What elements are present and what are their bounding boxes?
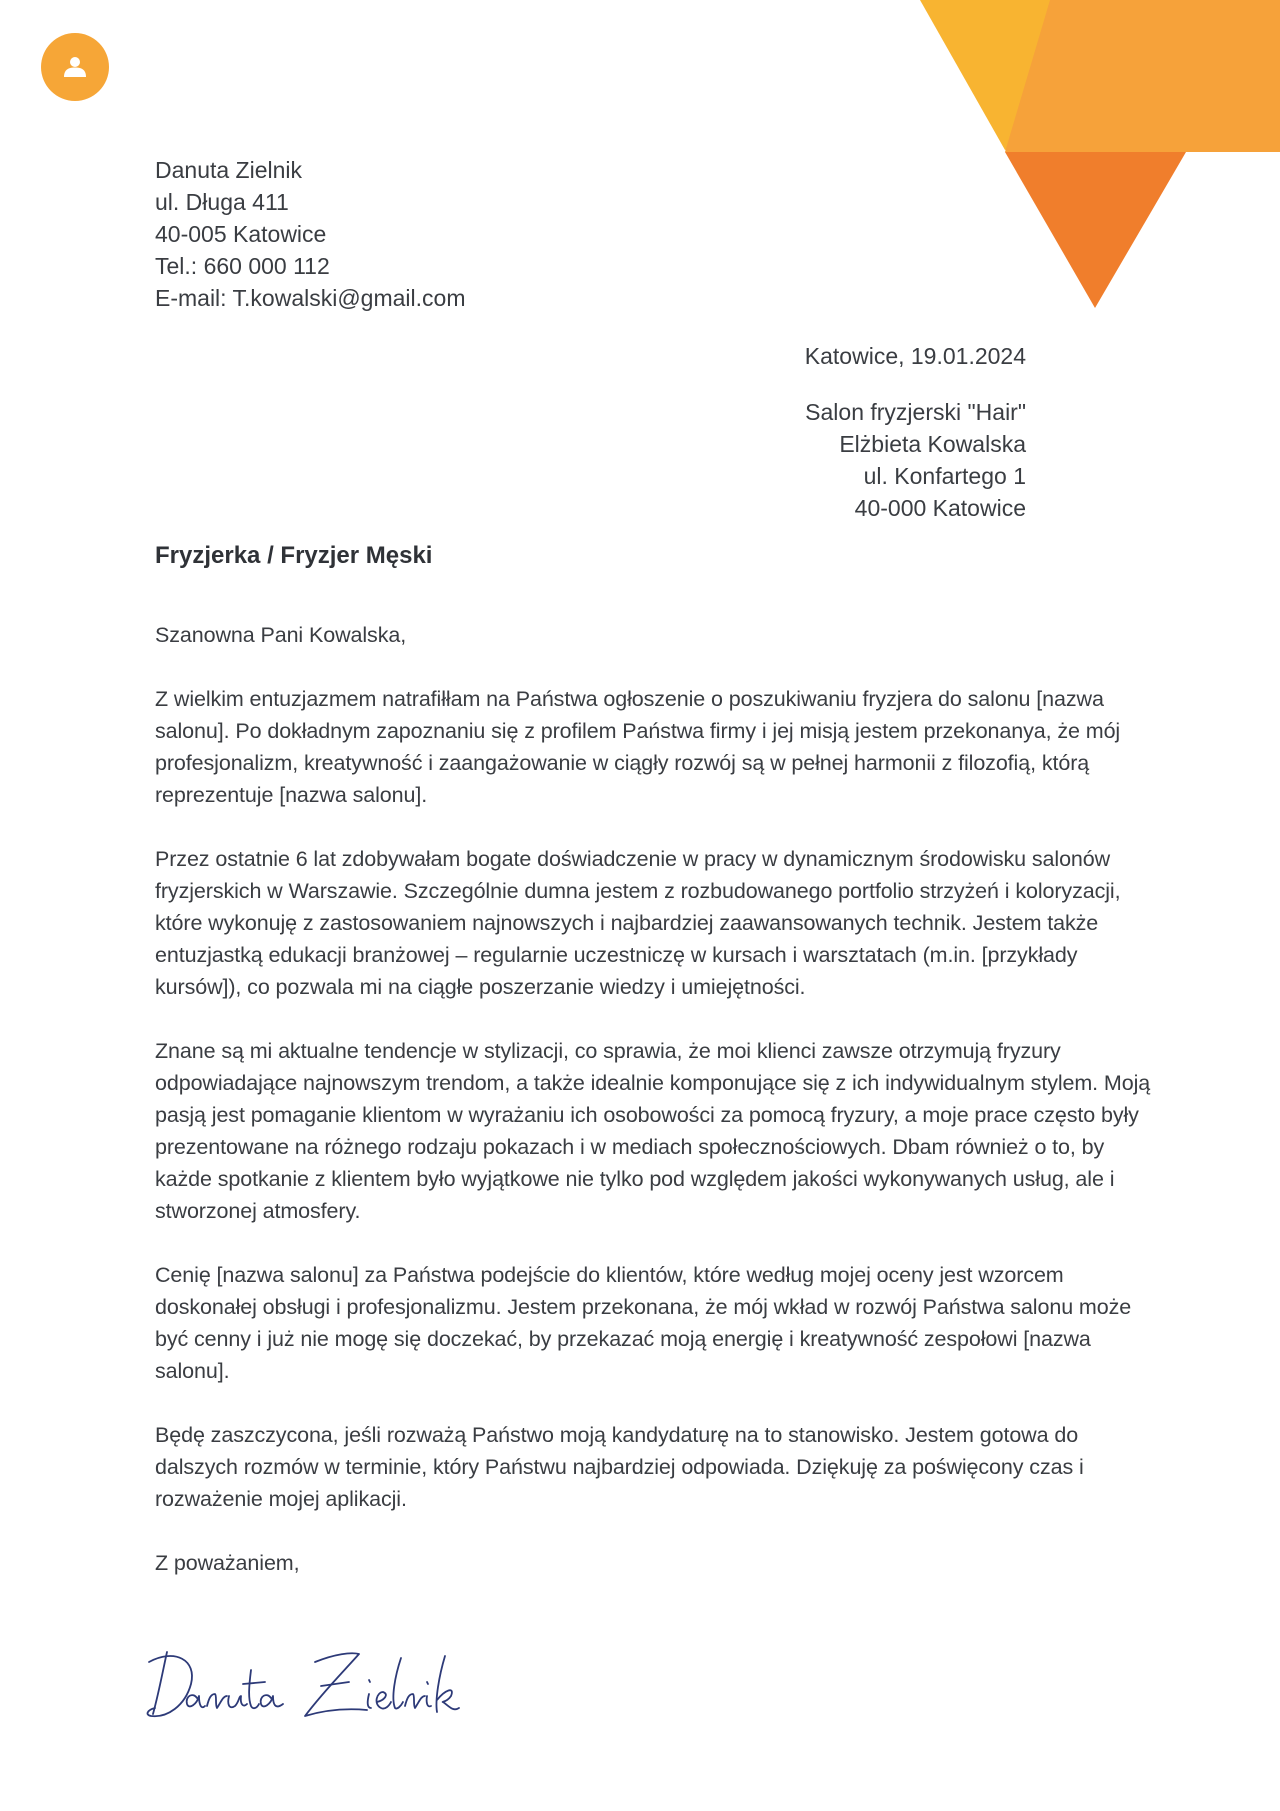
sender-city: 40-005 Katowice (155, 221, 327, 247)
sender-email: E-mail: T.kowalski@gmail.com (155, 285, 466, 311)
greeting: Szanowna Pani Kowalska, (155, 623, 407, 647)
triangle-top-right (1005, 0, 1280, 152)
sender-address (155, 154, 466, 314)
letter-date: Katowice, 19.01.2024 (804, 343, 1026, 369)
paragraph: Z wielkim entuzjazmem natrafiłłam na Państwa ogłoszenie o poszukiwaniu fryzjera do salonu [nazwa salonu]. Po dokładnym zapoznaniu się z profilem Państwa firmy i jej misją jestem przekonanya, że mój profesjonalizm, kreatywność i zaangażowanie w ciągły rozwój są w pełnej harmonii z filozofią, którą reprezentuje [nazwa salonu]. (155, 687, 1121, 807)
recipient-street: ul. Konfartego 1 (863, 463, 1026, 489)
sender-name: Danuta Zielnik (155, 157, 303, 183)
recipient-company: Salon fryzjerski "Hair" (805, 399, 1026, 425)
paragraph: Będę zaszczycona, jeśli rozważą Państwo moją kandydaturę na to stanowisko. Jestem gotowa do dalszych rozmów w terminie, który Państwu najbardziej odpowiada. Dziękuję za poświęcony czas i rozważenie mojej aplikacji. (155, 1423, 1084, 1511)
user-icon (63, 56, 87, 78)
triangle-bottom (1005, 152, 1186, 308)
closing: Z poważaniem, (155, 1551, 300, 1575)
signature (145, 1640, 465, 1730)
recipient-person: Elżbieta Kowalska (839, 431, 1026, 457)
sender-phone: Tel.: 660 000 112 (155, 253, 330, 279)
job-title: Fryzjerka / Fryzjer Męski (155, 542, 433, 569)
recipient-city: 40-000 Katowice (854, 495, 1026, 521)
letter-body (155, 619, 1155, 1611)
paragraph: Przez ostatnie 6 lat zdobywałam bogate doświadczenie w pracy w dynamicznym środowisku salonów fryzjerskich w Warszawie. Szczególnie dumna jestem z rozbudowanego portfolio strzyżeń i koloryzacji, które wykonuję z zastosowaniem najnowszych i najbardziej zaawansowanych technik. Jestem także entuzjastką edukacji branżowej – regularnie uczestniczę w kursach i warsztatach (m.in. [przykłady kursów]), co pozwala mi na ciągłe poszerzanie wiedzy i umiejętności. (155, 847, 1121, 999)
sender-street: ul. Długa 411 (155, 189, 289, 215)
paragraph: Cenię [nazwa salonu] za Państwa podejście do klientów, które według mojej oceny jest wzorcem doskonałej obsługi i profesjonalizmu. Jestem przekonana, że mój wkład w rozwój Państwa salonu może być cenny i już nie mogę się doczekać, by przekazać moją energię i kreatywność zespołowi [nazwa salonu]. (155, 1263, 1132, 1383)
recipient-address (805, 396, 1026, 524)
avatar (41, 33, 109, 101)
paragraph: Znane są mi aktualne tendencje w stylizacji, co sprawia, że moi klienci zawsze otrzymują fryzury odpowiadające najnowszym trendom, a także idealnie komponujące się z ich indywidualnym stylem. Moją pasją jest pomaganie klientom w wyrażaniu ich osobowości za pomocą fryzury, a moje prace często były prezentowane na różnego rodzaju pokazach i w mediach społecznościowych. Dbam również o to, by każde spotkanie z klientem było wyjątkowe nie tylko pod względem jakości wykonywanych usług, ale i stworzonej atmosfery. (155, 1039, 1151, 1223)
